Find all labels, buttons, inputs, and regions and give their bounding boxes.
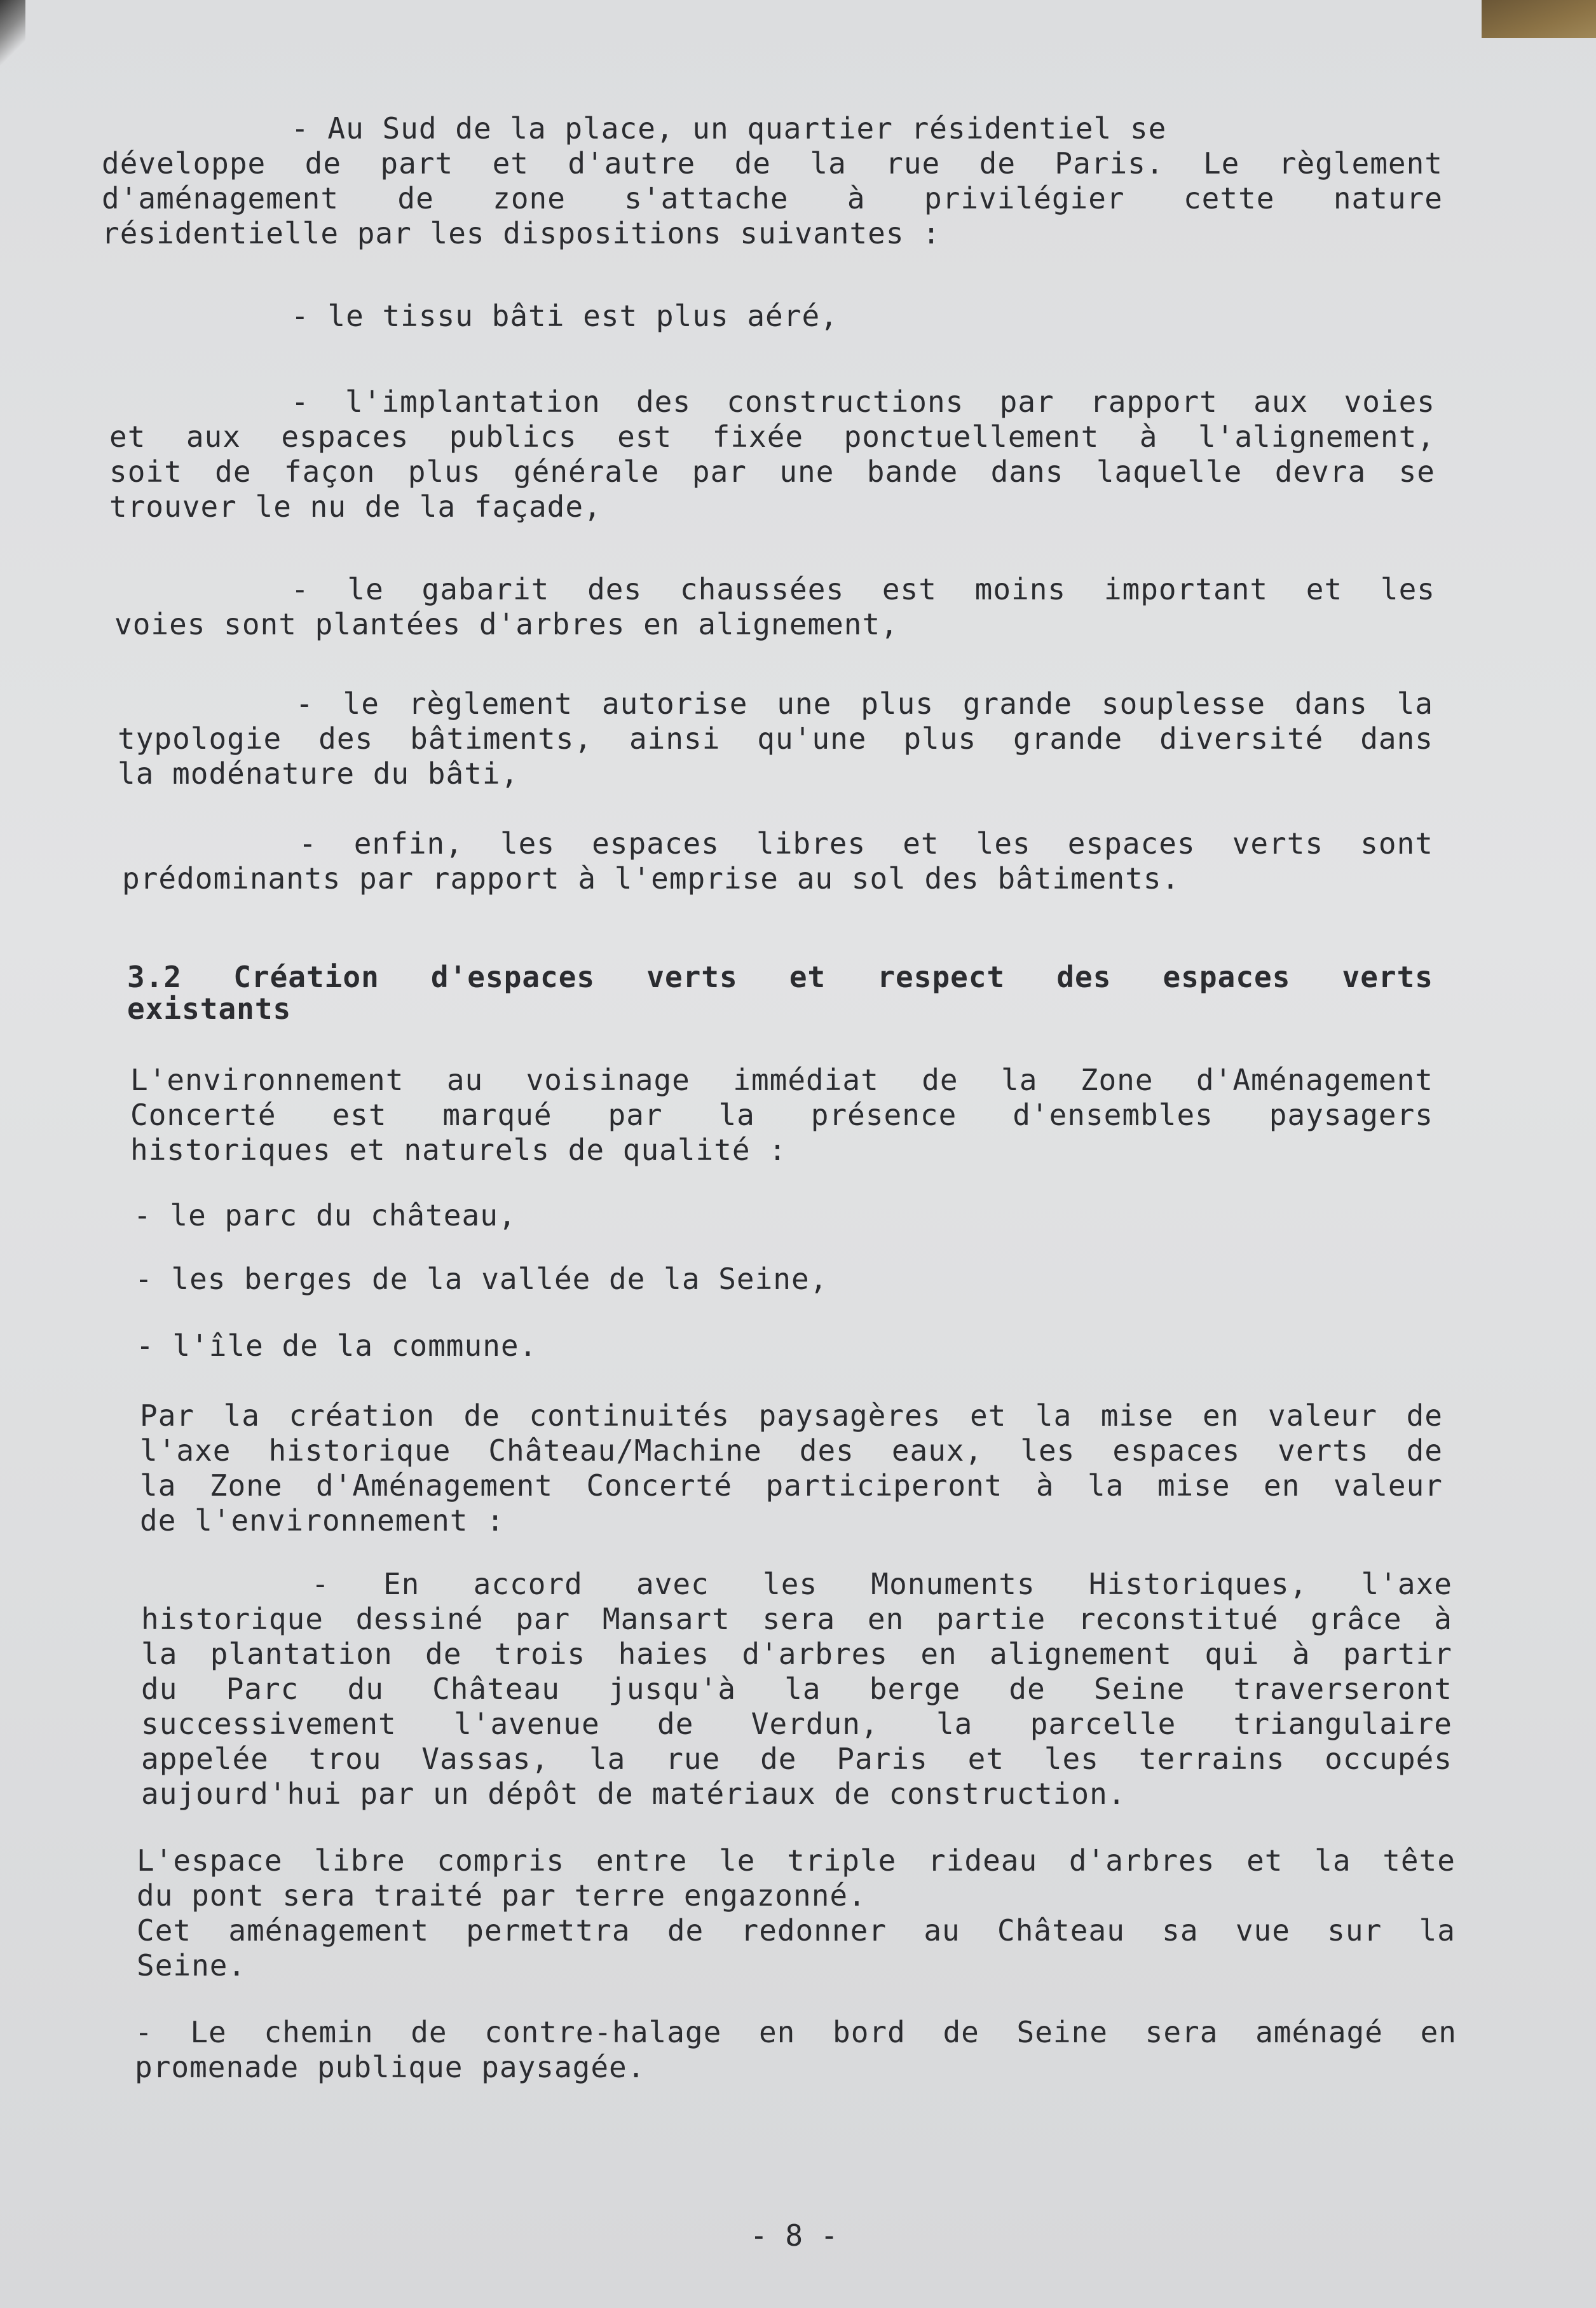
text-line: historique dessiné par Mansart sera en partie reconstitué grâce à	[141, 1602, 1452, 1636]
section-heading: existants	[127, 992, 292, 1026]
list-item: - le parc du château,	[133, 1198, 517, 1233]
text-line: Seine.	[137, 1948, 247, 1983]
text-line: promenade publique paysagée.	[135, 2050, 646, 2084]
text-line: - le gabarit des chaussées est moins important et les	[291, 572, 1435, 606]
text-line: développe de part et d'autre de la rue de Paris. Le règlement	[102, 146, 1443, 181]
page-number: - 8 -	[750, 2218, 838, 2253]
text-line: la Zone d'Aménagement Concerté participeront à la mise en valeur	[140, 1468, 1443, 1503]
text-line: trouver le nu de la façade,	[109, 489, 602, 524]
text-line: historiques et naturels de qualité :	[130, 1133, 787, 1167]
text-line: successivement l'avenue de Verdun, la parcelle triangulaire	[141, 1707, 1452, 1741]
text-line: soit de façon plus générale par une bande dans laquelle devra se	[109, 454, 1435, 489]
text-line: et aux espaces publics est fixée ponctuellement à l'alignement,	[109, 420, 1435, 454]
text-line: appelée trou Vassas, la rue de Paris et les terrains occupés	[141, 1742, 1452, 1776]
text-line: - enfin, les espaces libres et les espaces verts sont	[299, 826, 1433, 861]
list-item: - les berges de la vallée de la Seine,	[135, 1262, 828, 1296]
text-line: la plantation de trois haies d'arbres en alignement qui à partir	[141, 1637, 1452, 1671]
section-heading: 3.2 Création d'espaces verts et respect des espaces verts	[127, 960, 1433, 994]
text-line: l'axe historique Château/Machine des eaux, les espaces verts de	[140, 1433, 1443, 1468]
text-line: la modénature du bâti,	[118, 756, 519, 791]
text-line: Cet aménagement permettra de redonner au Château sa vue sur la	[137, 1913, 1456, 1948]
text-line: - Au Sud de la place, un quartier résidentiel se	[291, 111, 1167, 146]
text-line: L'environnement au voisinage immédiat de la Zone d'Aménagement	[130, 1063, 1433, 1097]
text-line: L'espace libre compris entre le triple rideau d'arbres et la tête	[137, 1843, 1456, 1878]
text-line: aujourd'hui par un dépôt de matériaux de construction.	[141, 1777, 1126, 1811]
list-item: - l'île de la commune.	[136, 1328, 538, 1363]
desk-corner	[1482, 0, 1596, 38]
text-line: Concerté est marqué par la présence d'ensembles paysagers	[130, 1098, 1433, 1132]
page-edge-shadow	[0, 0, 25, 70]
text-line: - le règlement autorise une plus grande souplesse dans la	[296, 686, 1433, 721]
text-line: voies sont plantées d'arbres en alignement,	[114, 607, 899, 641]
text-line: Par la création de continuités paysagères et la mise en valeur de	[140, 1398, 1443, 1433]
text-line: - En accord avec les Monuments Historiques, l'axe	[311, 1567, 1452, 1601]
text-line: - Le chemin de contre-halage en bord de Seine sera aménagé en	[135, 2015, 1457, 2049]
text-line: typologie des bâtiments, ainsi qu'une plus grande diversité dans	[118, 721, 1433, 756]
text-line: du pont sera traité par terre engazonné.	[137, 1878, 866, 1913]
text-line: - l'implantation des constructions par rapport aux voies	[291, 385, 1435, 419]
text-line: résidentielle par les dispositions suivantes :	[102, 216, 941, 250]
text-line: du Parc du Château jusqu'à la berge de Seine traverseront	[141, 1672, 1452, 1706]
text-line: de l'environnement :	[140, 1503, 505, 1538]
text-line: d'aménagement de zone s'attache à privilégier cette nature	[102, 181, 1443, 215]
text-line: prédominants par rapport à l'emprise au sol des bâtiments.	[122, 861, 1180, 896]
text-line: - le tissu bâti est plus aéré,	[291, 299, 838, 333]
